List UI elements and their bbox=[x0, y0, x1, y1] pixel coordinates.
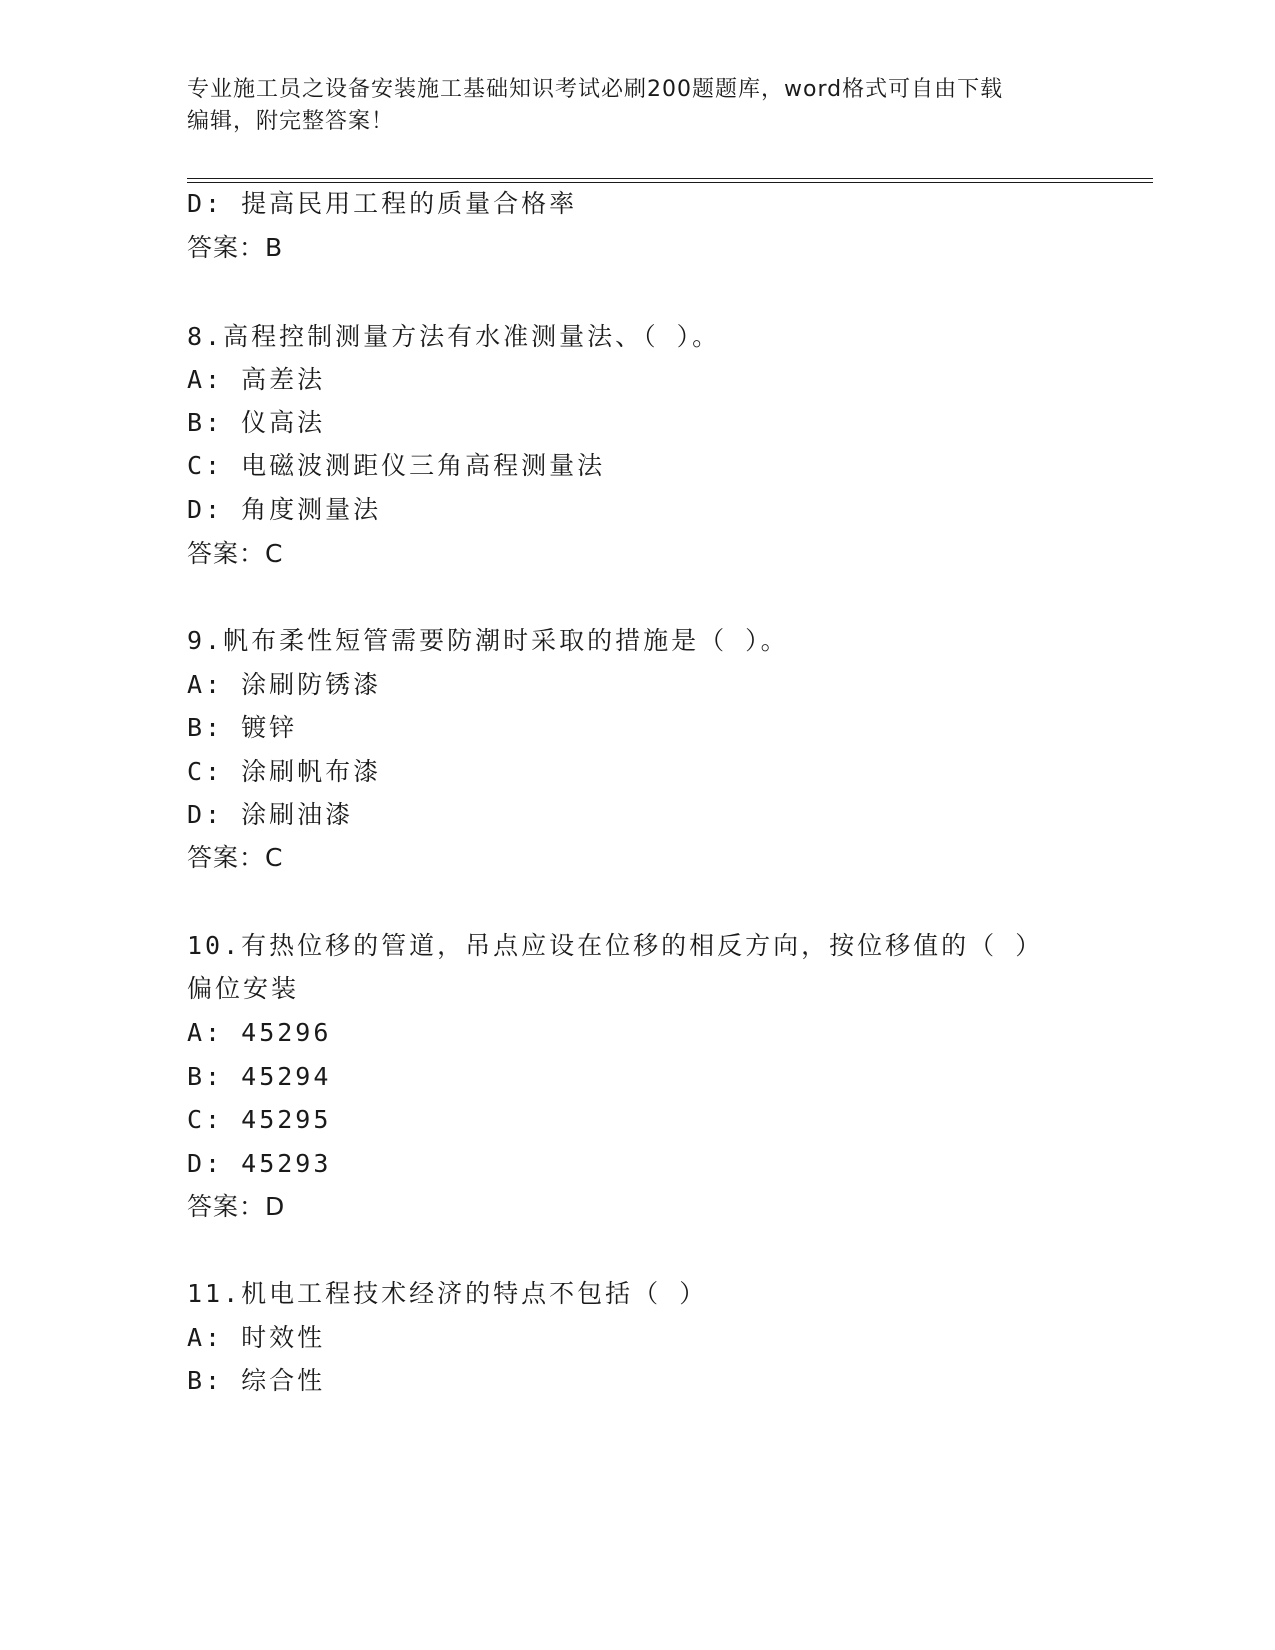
question-line: 偏位安装 bbox=[187, 974, 300, 1003]
answer-line: 答案：C bbox=[187, 843, 284, 872]
question-line: 10.有热位移的管道，吊点应设在位移的相反方向，按位移值的（ ） bbox=[187, 931, 1044, 960]
question-line: 8.高程控制测量方法有水准测量法、（ ）。 bbox=[187, 322, 721, 351]
question-line: 11.机电工程技术经济的特点不包括（ ） bbox=[187, 1279, 708, 1308]
option-line: A: 时效性 bbox=[187, 1323, 326, 1352]
header-line-2: 编辑，附完整答案！ bbox=[187, 109, 395, 134]
option-line: B: 45294 bbox=[187, 1062, 332, 1091]
option-line: C: 45295 bbox=[187, 1105, 332, 1134]
option-line: D: 涂刷油漆 bbox=[187, 800, 354, 829]
option-line: A: 涂刷防锈漆 bbox=[187, 670, 382, 699]
option-line: B: 仪高法 bbox=[187, 408, 326, 437]
option-line: C: 电磁波测距仪三角高程测量法 bbox=[187, 451, 606, 480]
document-header bbox=[187, 74, 1087, 138]
header-rule-bottom bbox=[187, 182, 1153, 183]
answer-line: 答案：D bbox=[187, 1192, 286, 1221]
option-line: B: 综合性 bbox=[187, 1366, 326, 1395]
header-rule-top bbox=[187, 178, 1153, 179]
option-line: D: 45293 bbox=[187, 1149, 332, 1178]
option-line: D: 提高民用工程的质量合格率 bbox=[187, 189, 578, 218]
option-line: B: 镀锌 bbox=[187, 713, 298, 742]
question-line: 9.帆布柔性短管需要防潮时采取的措施是（ ）。 bbox=[187, 626, 789, 655]
option-line: A: 高差法 bbox=[187, 365, 326, 394]
option-line: D: 角度测量法 bbox=[187, 495, 382, 524]
header-line-1: 专业施工员之设备安装施工基础知识考试必刷200题题库，word格式可自由下载 bbox=[187, 77, 1004, 102]
answer-line: 答案：C bbox=[187, 539, 284, 568]
answer-line: 答案：B bbox=[187, 233, 284, 262]
option-line: C: 涂刷帆布漆 bbox=[187, 757, 382, 786]
option-line: A: 45296 bbox=[187, 1018, 332, 1047]
